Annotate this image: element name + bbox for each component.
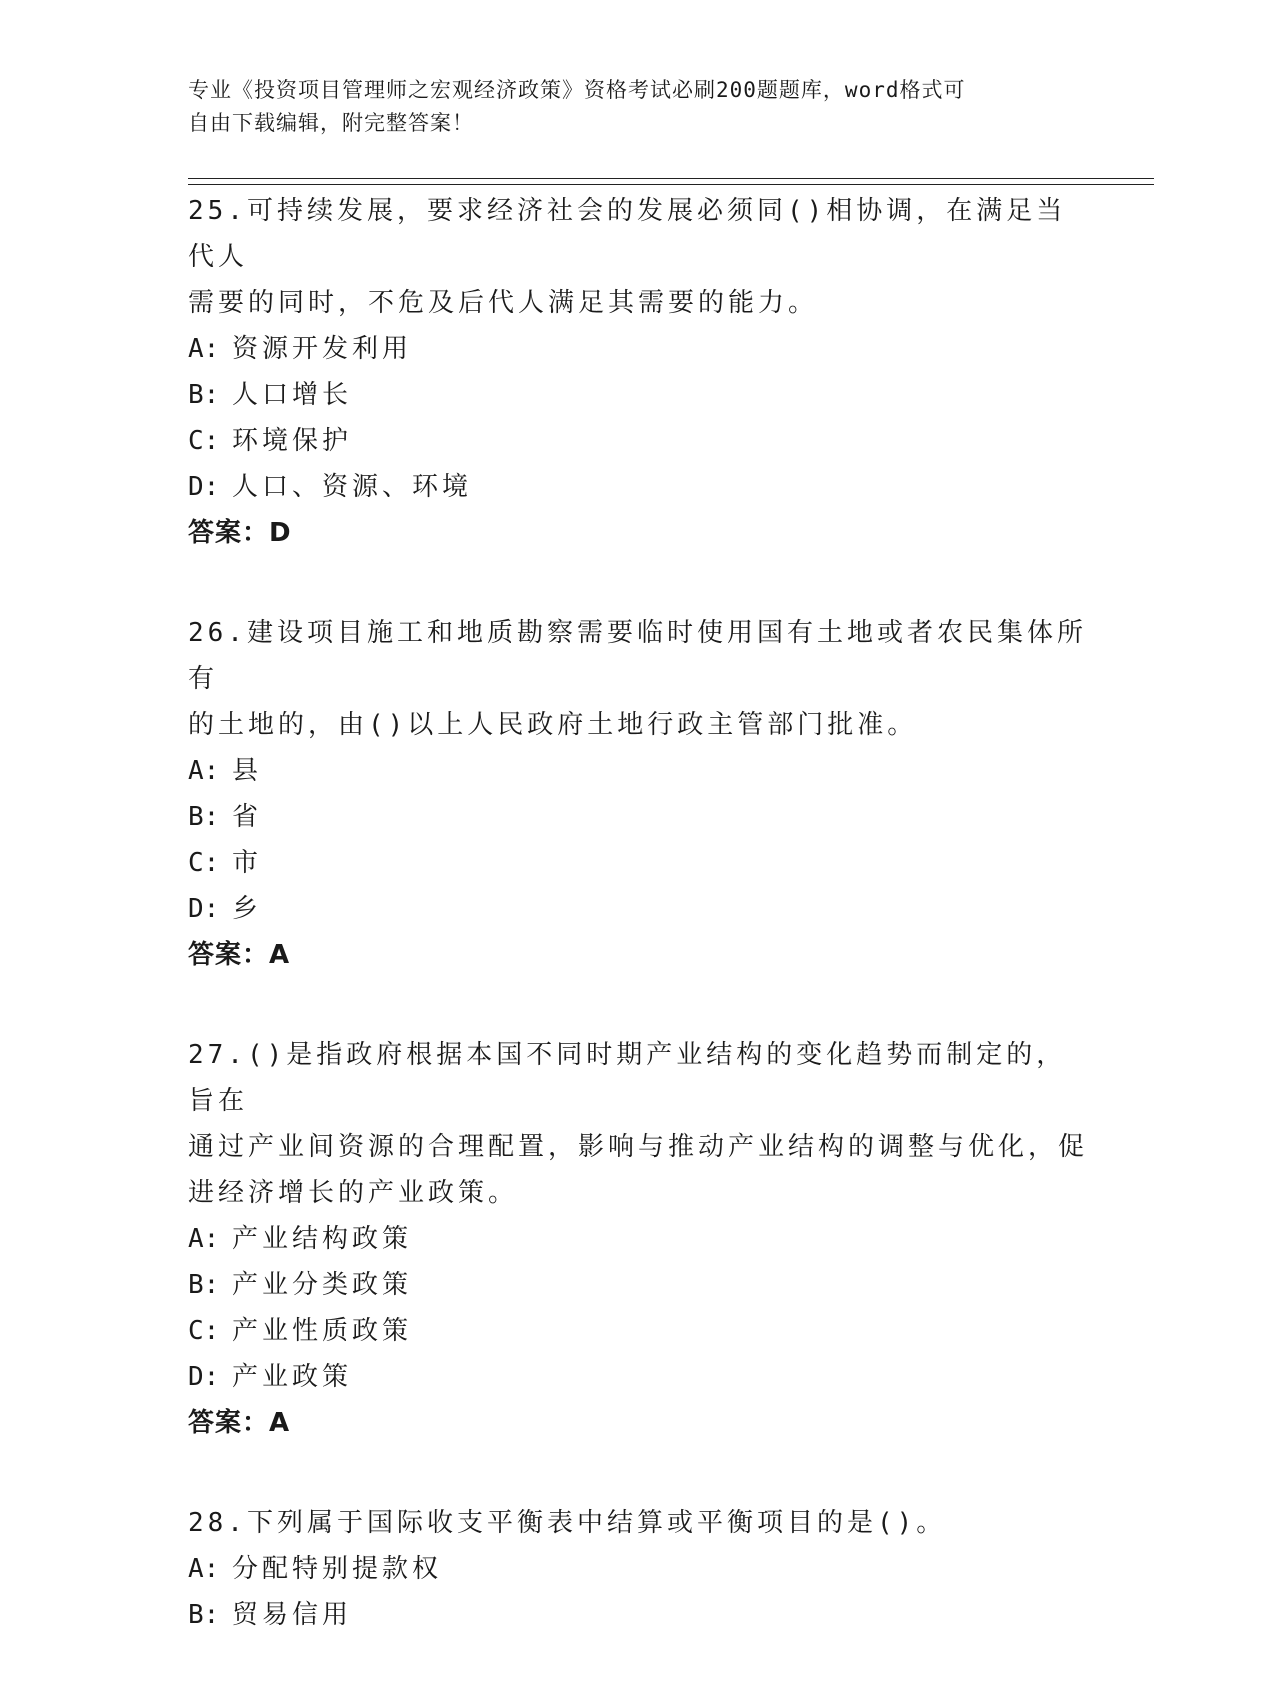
option-a: [188, 1216, 1088, 1262]
question-28: [188, 1500, 1088, 1638]
option-d: [188, 1354, 1088, 1400]
option-letter: B:: [188, 1270, 220, 1300]
option-letter: D:: [188, 894, 220, 924]
option-letter: A:: [188, 334, 220, 364]
option-d: [188, 886, 1088, 932]
option-a: [188, 1546, 1088, 1592]
option-text: 省: [232, 802, 263, 832]
option-letter: A:: [188, 1554, 220, 1584]
option-text: 产业政策: [232, 1362, 353, 1392]
option-text: 贸易信用: [232, 1600, 353, 1630]
question-stem: [188, 1500, 1088, 1546]
question-25: [188, 188, 1088, 556]
question-list: [188, 188, 1088, 1692]
option-letter: D:: [188, 1362, 220, 1392]
option-letter: D:: [188, 472, 220, 502]
question-stem: [188, 188, 1088, 326]
option-a: [188, 748, 1088, 794]
option-text: 人口增长: [232, 380, 353, 410]
question-26: [188, 610, 1088, 978]
option-letter: B:: [188, 380, 220, 410]
option-letter: C:: [188, 1316, 220, 1346]
stem-line: 27.()是指政府根据本国不同时期产业结构的变化趋势而制定的，旨在: [188, 1040, 1067, 1116]
option-text: 环境保护: [232, 426, 353, 456]
option-c: [188, 840, 1088, 886]
option-text: 资源开发利用: [232, 334, 413, 364]
option-text: 县: [232, 756, 263, 786]
option-text: 产业结构政策: [232, 1224, 413, 1254]
stem-line: 26.建设项目施工和地质勘察需要临时使用国有土地或者农民集体所有: [188, 618, 1087, 694]
option-b: [188, 372, 1088, 418]
option-text: 人口、资源、环境: [232, 472, 473, 502]
option-b: [188, 1592, 1088, 1638]
question-stem: [188, 1032, 1088, 1216]
answer-line: 答案：D: [188, 518, 292, 548]
header-line-2: 自由下载编辑，附完整答案！: [188, 111, 474, 135]
option-text: 分配特别提款权: [232, 1554, 443, 1584]
question-27: [188, 1032, 1088, 1446]
stem-line: 的土地的，由()以上人民政府土地行政主管部门批准。: [188, 710, 918, 740]
option-letter: B:: [188, 1600, 220, 1630]
option-c: [188, 1308, 1088, 1354]
stem-line: 需要的同时，不危及后代人满足其需要的能力。: [188, 288, 819, 318]
question-stem: [188, 610, 1088, 748]
option-c: [188, 418, 1088, 464]
option-text: 乡: [232, 894, 263, 924]
header-divider-bottom: [188, 184, 1154, 185]
option-text: 市: [232, 848, 263, 878]
stem-line: 28.下列属于国际收支平衡表中结算或平衡项目的是()。: [188, 1508, 947, 1538]
option-letter: C:: [188, 426, 220, 456]
answer-line: 答案：A: [188, 1408, 291, 1438]
option-letter: A:: [188, 756, 220, 786]
option-d: [188, 464, 1088, 510]
header-line-1: 专业《投资项目管理师之宏观经济政策》资格考试必刷200题题库，word格式可: [188, 78, 966, 102]
option-text: 产业分类政策: [232, 1270, 413, 1300]
stem-line: 25.可持续发展，要求经济社会的发展必须同()相协调，在满足当代人: [188, 196, 1067, 272]
option-letter: B:: [188, 802, 220, 832]
option-b: [188, 1262, 1088, 1308]
stem-line: 通过产业间资源的合理配置，影响与推动产业结构的调整与优化，促: [188, 1132, 1089, 1162]
option-text: 产业性质政策: [232, 1316, 413, 1346]
option-a: [188, 326, 1088, 372]
stem-line: 进经济增长的产业政策。: [188, 1178, 519, 1208]
document-header: [188, 74, 1068, 140]
answer-line: 答案：A: [188, 940, 291, 970]
header-divider-top: [188, 178, 1154, 179]
option-letter: A:: [188, 1224, 220, 1254]
option-b: [188, 794, 1088, 840]
option-letter: C:: [188, 848, 220, 878]
